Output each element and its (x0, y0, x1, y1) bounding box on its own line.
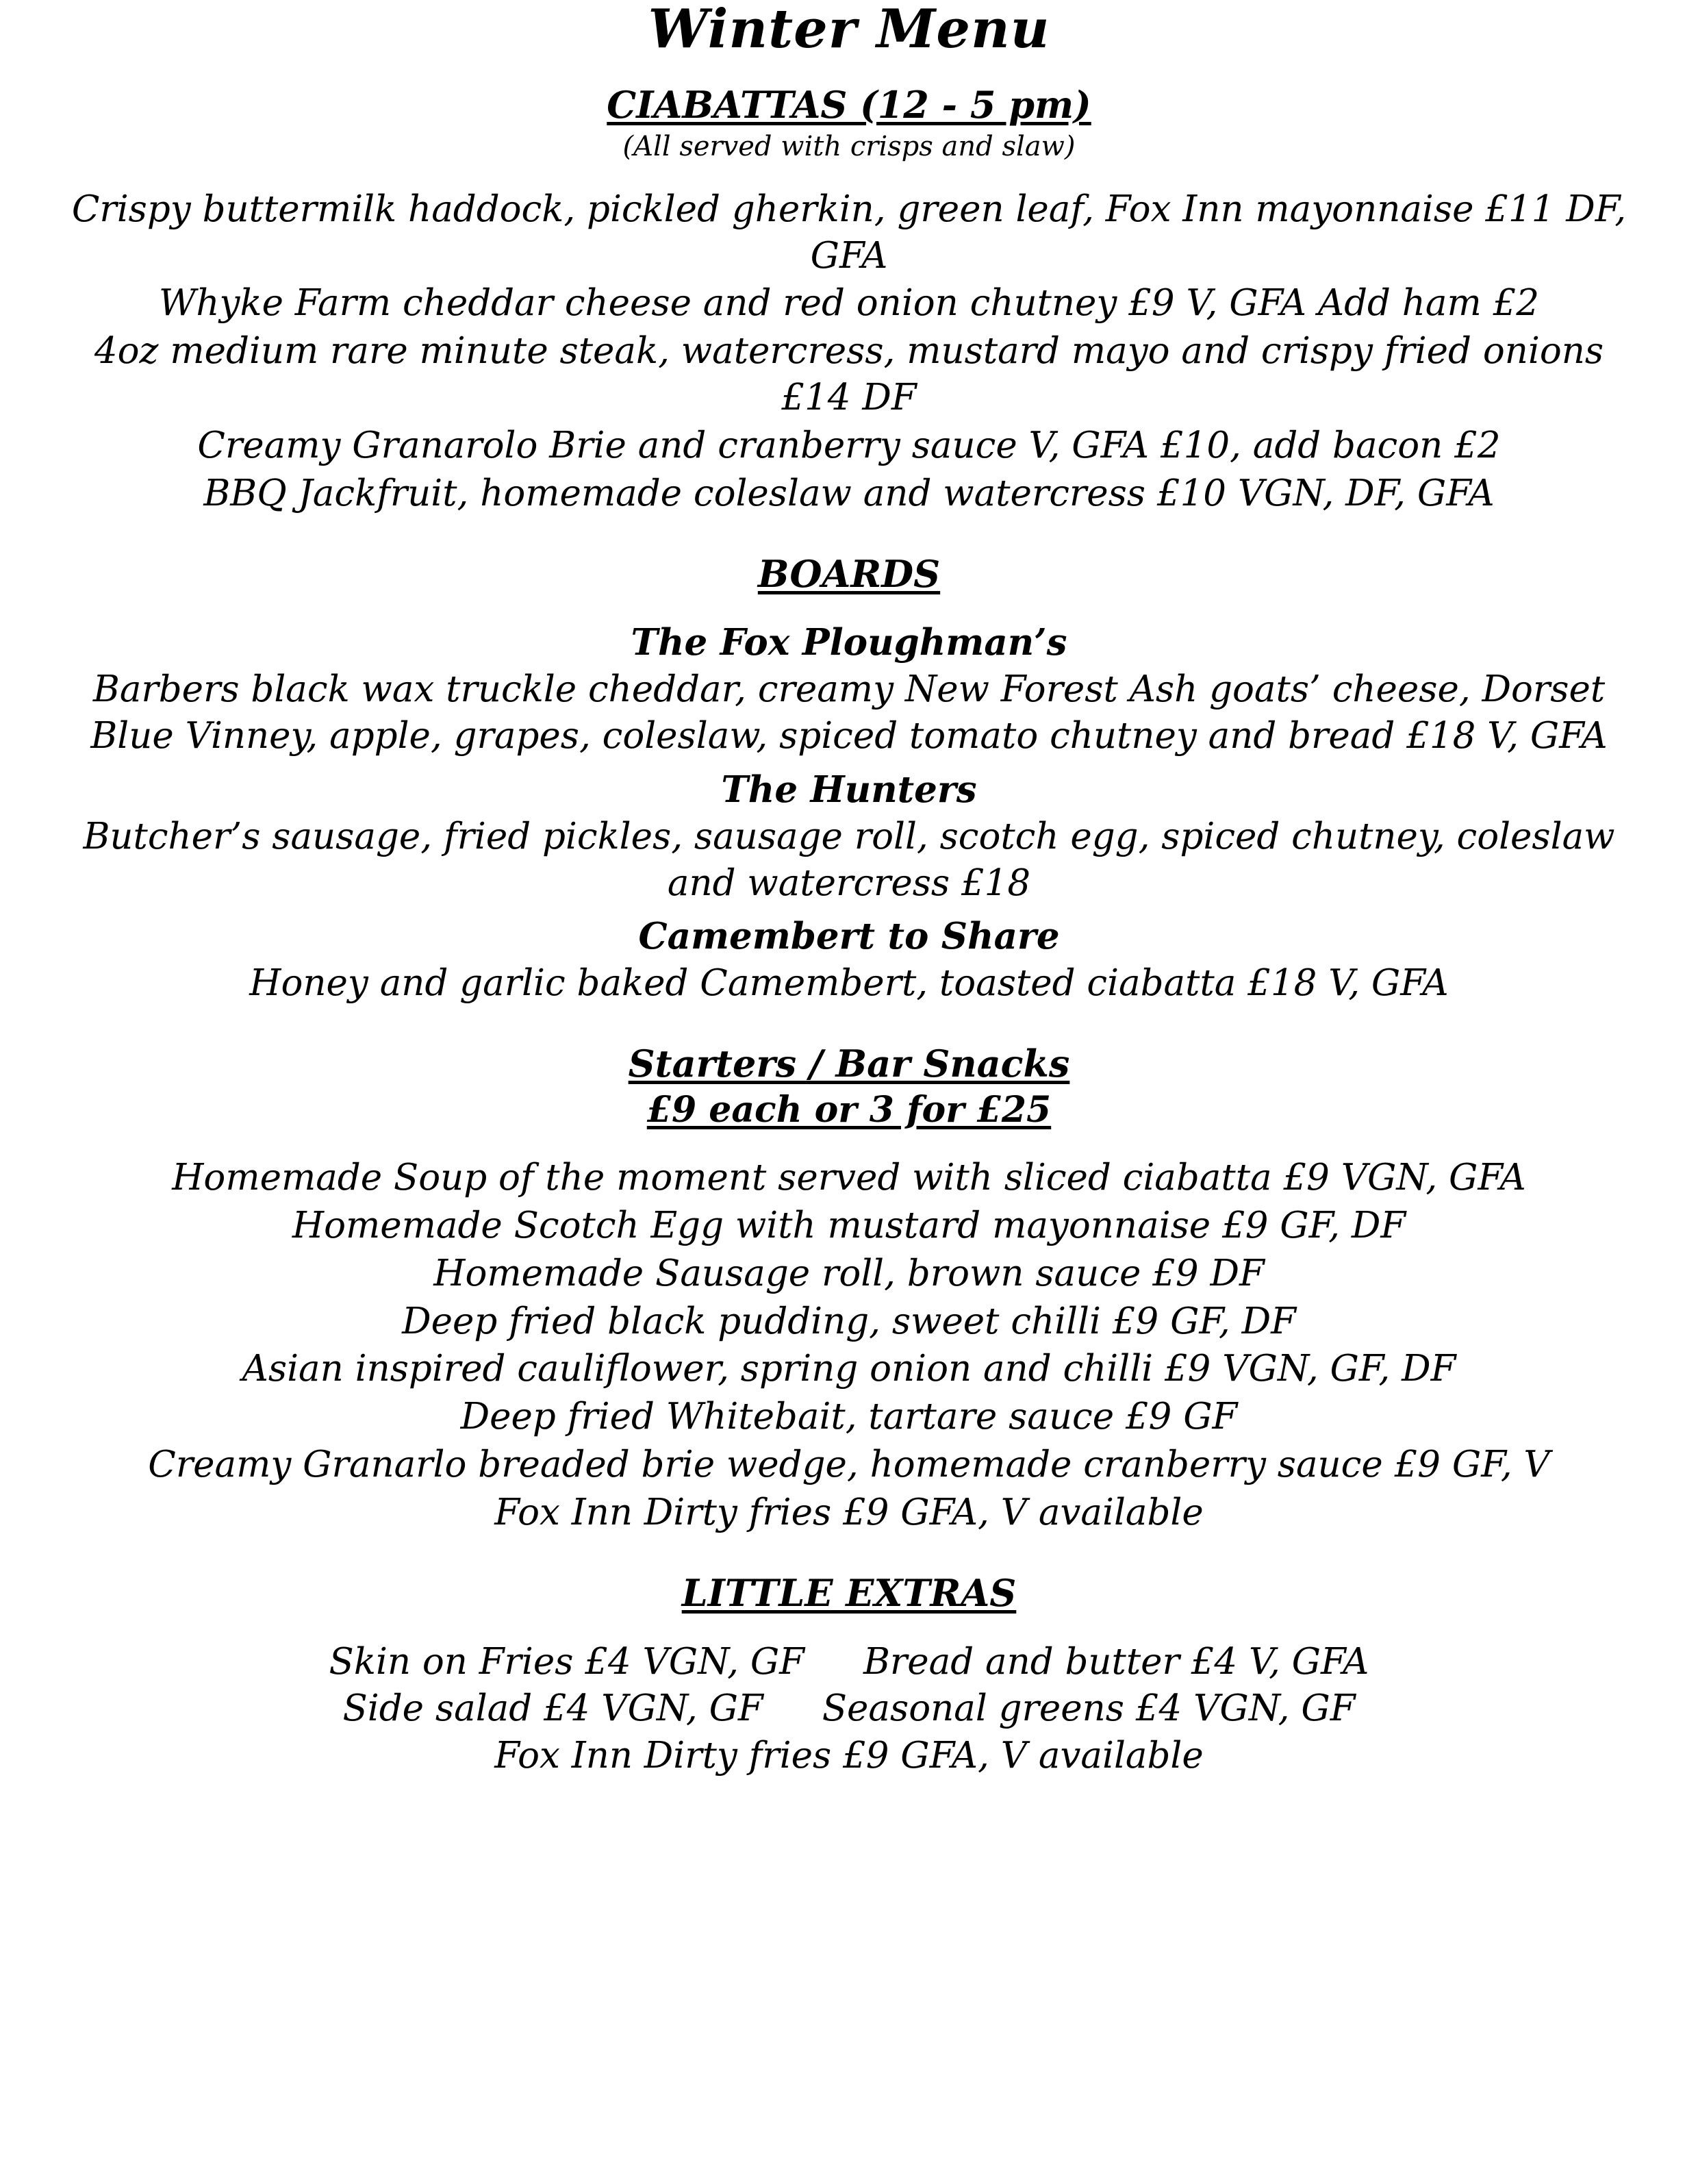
extras-item: Skin on Fries £4 VGN, GF (329, 1640, 804, 1683)
extras-row (41, 1685, 1657, 1733)
extras-item: Seasonal greens £4 VGN, GF (822, 1687, 1356, 1730)
board-description: Barbers black wax truckle cheddar, creamy New Forest Ash goats’ cheese, Dorset Blue Vinney, apple, grapes, coleslaw, spiced tomato chutney and bread £18 V, GFA (90, 668, 1608, 757)
board-description: Butcher’s sausage, fried pickles, sausage roll, scotch egg, spiced chutney, coleslaw and watercress £18 (83, 815, 1615, 904)
extras-row (41, 1639, 1657, 1686)
list-item: BBQ Jackfruit, homemade coleslaw and watercress £10 VGN, DF, GFA (203, 472, 1495, 514)
list-item: Crispy buttermilk haddock, pickled gherkin, green leaf, Fox Inn mayonnaise £11 DF, GFA (71, 188, 1627, 277)
board-name: The Fox Ploughman’s (631, 621, 1067, 664)
list-item: Deep fried Whitebait, tartare sauce £9 GF (460, 1396, 1238, 1438)
ciabattas-item-list (41, 186, 1657, 517)
list-item: Homemade Scotch Egg with mustard mayonnaise £9 GF, DF (292, 1204, 1406, 1246)
list-item: Whyke Farm cheddar cheese and red onion chutney £9 V, GFA Add ham £2 (158, 282, 1540, 325)
list-item: Fox Inn Dirty fries £9 GFA, V available (494, 1491, 1204, 1533)
starters-price-line: £9 each or 3 for £25 (646, 1088, 1052, 1131)
list-item: Homemade Sausage roll, brown sauce £9 DF (433, 1252, 1265, 1294)
starters-item-list (41, 1155, 1657, 1536)
list-item: Creamy Granarolo Brie and cranberry sauce V, GFA £10, add bacon £2 (197, 424, 1501, 466)
board-name: Camembert to Share (638, 915, 1060, 958)
list-item: Homemade Soup of the moment served with sliced ciabatta £9 VGN, GFA (172, 1157, 1526, 1199)
list-item: Creamy Granarlo breaded brie wedge, homemade cranberry sauce £9 GF, V (148, 1444, 1550, 1486)
section-heading-little-extras: LITTLE EXTRAS (681, 1570, 1017, 1615)
list-item: Deep fried black pudding, sweet chilli £9 GF, DF (402, 1300, 1296, 1342)
extras-item: Side salad £4 VGN, GF (342, 1687, 763, 1730)
extras-item: Bread and butter £4 V, GFA (863, 1640, 1369, 1683)
list-item: Asian inspired cauliflower, spring onion and chilli £9 VGN, GF, DF (242, 1348, 1456, 1390)
board-description: Honey and garlic baked Camembert, toasted ciabatta £18 V, GFA (249, 962, 1449, 1005)
section-heading-ciabattas: CIABATTAS (12 - 5 pm) (607, 83, 1091, 127)
little-extras-grid (41, 1639, 1657, 1781)
page-title: Winter Menu (648, 0, 1050, 60)
section-subheading-ciabattas: (All served with crisps and slaw) (622, 130, 1076, 162)
section-heading-boards: BOARDS (757, 551, 941, 596)
section-heading-starters: Starters / Bar Snacks (628, 1042, 1070, 1086)
board-name: The Hunters (721, 768, 977, 811)
list-item: 4oz medium rare minute steak, watercress, mustard mayo and crispy fried onions £14 DF (94, 330, 1604, 419)
extras-final-line: Fox Inn Dirty fries £9 GFA, V available (494, 1735, 1204, 1777)
